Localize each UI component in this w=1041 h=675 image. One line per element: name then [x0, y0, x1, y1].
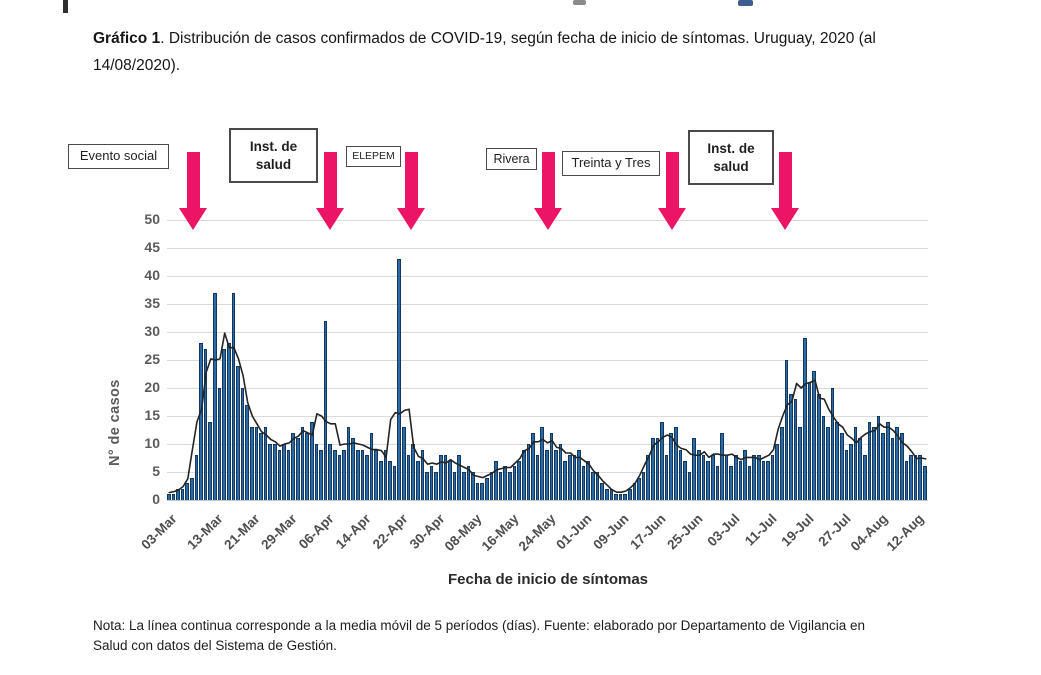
gridline	[167, 500, 928, 501]
annotation-evento-social-box: Evento social	[68, 144, 169, 169]
x-tick-label: 30-Apr	[406, 511, 448, 552]
x-tick-label: 27-Jul	[815, 511, 854, 550]
x-tick-label: 09-Jun	[590, 511, 632, 553]
x-tick-label: 29-Mar	[258, 511, 300, 553]
clipped-text-artifact	[63, 0, 68, 13]
y-tick-label: 50	[144, 211, 160, 227]
annotation-treinta-y-tres-box: Treinta y Tres	[562, 151, 660, 176]
x-tick-label: 03-Mar	[138, 511, 180, 553]
annotation-inst-de-salud-box: Inst. de salud	[688, 130, 774, 185]
figure-caption	[93, 26, 877, 79]
x-tick-label: 19-Jul	[778, 511, 817, 550]
moving-average-line	[167, 220, 928, 500]
x-tick-label: 08-May	[441, 511, 485, 554]
y-tick-label: 0	[152, 491, 160, 507]
y-tick-label: 30	[144, 323, 160, 339]
annotation-rivera-box: Rivera	[486, 148, 537, 170]
y-tick-label: 40	[144, 267, 160, 283]
y-tick-label: 20	[144, 379, 160, 395]
clipped-link-artifact	[738, 0, 753, 6]
figure-caption-text: . Distribución de casos confirmados de COVID-19, según fecha de inicio de síntomas. Uruguay, 2020 (al 14/08/2020).	[93, 30, 876, 74]
x-tick-label: 11-Jul	[741, 511, 780, 549]
source-note: Nota: La línea continua corresponde a la media móvil de 5 períodos (días). Fuente: elaborado por Departamento de Vigilancia en Salud con datos del Sistema de Gestión.	[93, 618, 865, 654]
y-tick-label: 10	[144, 435, 160, 451]
annotation-elepem-box: ELEPEM	[346, 146, 401, 167]
figure-caption-number: Gráfico 1	[93, 30, 161, 47]
y-tick-label: 15	[144, 407, 160, 423]
y-tick-label: 25	[144, 351, 160, 367]
x-tick-label: 04-Aug	[847, 511, 891, 554]
y-tick-label: 5	[152, 463, 160, 479]
y-axis-title: N° de casos	[107, 379, 123, 466]
x-tick-label: 01-Jun	[553, 511, 595, 553]
x-axis-title: Fecha de inicio de síntomas	[447, 571, 649, 588]
y-tick-label: 35	[144, 295, 160, 311]
x-tick-label: 16-May	[478, 511, 522, 554]
x-tick-label: 13-Mar	[184, 511, 227, 553]
x-tick-label: 12-Aug	[884, 511, 928, 554]
y-tick-label: 45	[144, 239, 160, 255]
x-tick-label: 21-Mar	[221, 511, 263, 553]
x-tick-label: 03-Jul	[704, 511, 743, 550]
annotation-inst-de-salud-box: Inst. de salud	[229, 128, 318, 183]
plot-area	[167, 220, 928, 500]
x-tick-label: 24-May	[515, 511, 559, 554]
x-tick-label: 17-Jun	[627, 511, 669, 553]
x-tick-label: 22-Apr	[369, 511, 411, 552]
x-tick-label: 25-Jun	[664, 511, 706, 553]
x-tick-label: 14-Apr	[332, 511, 374, 552]
clipped-text-artifact	[573, 0, 586, 5]
x-tick-label: 06-Apr	[295, 511, 337, 552]
